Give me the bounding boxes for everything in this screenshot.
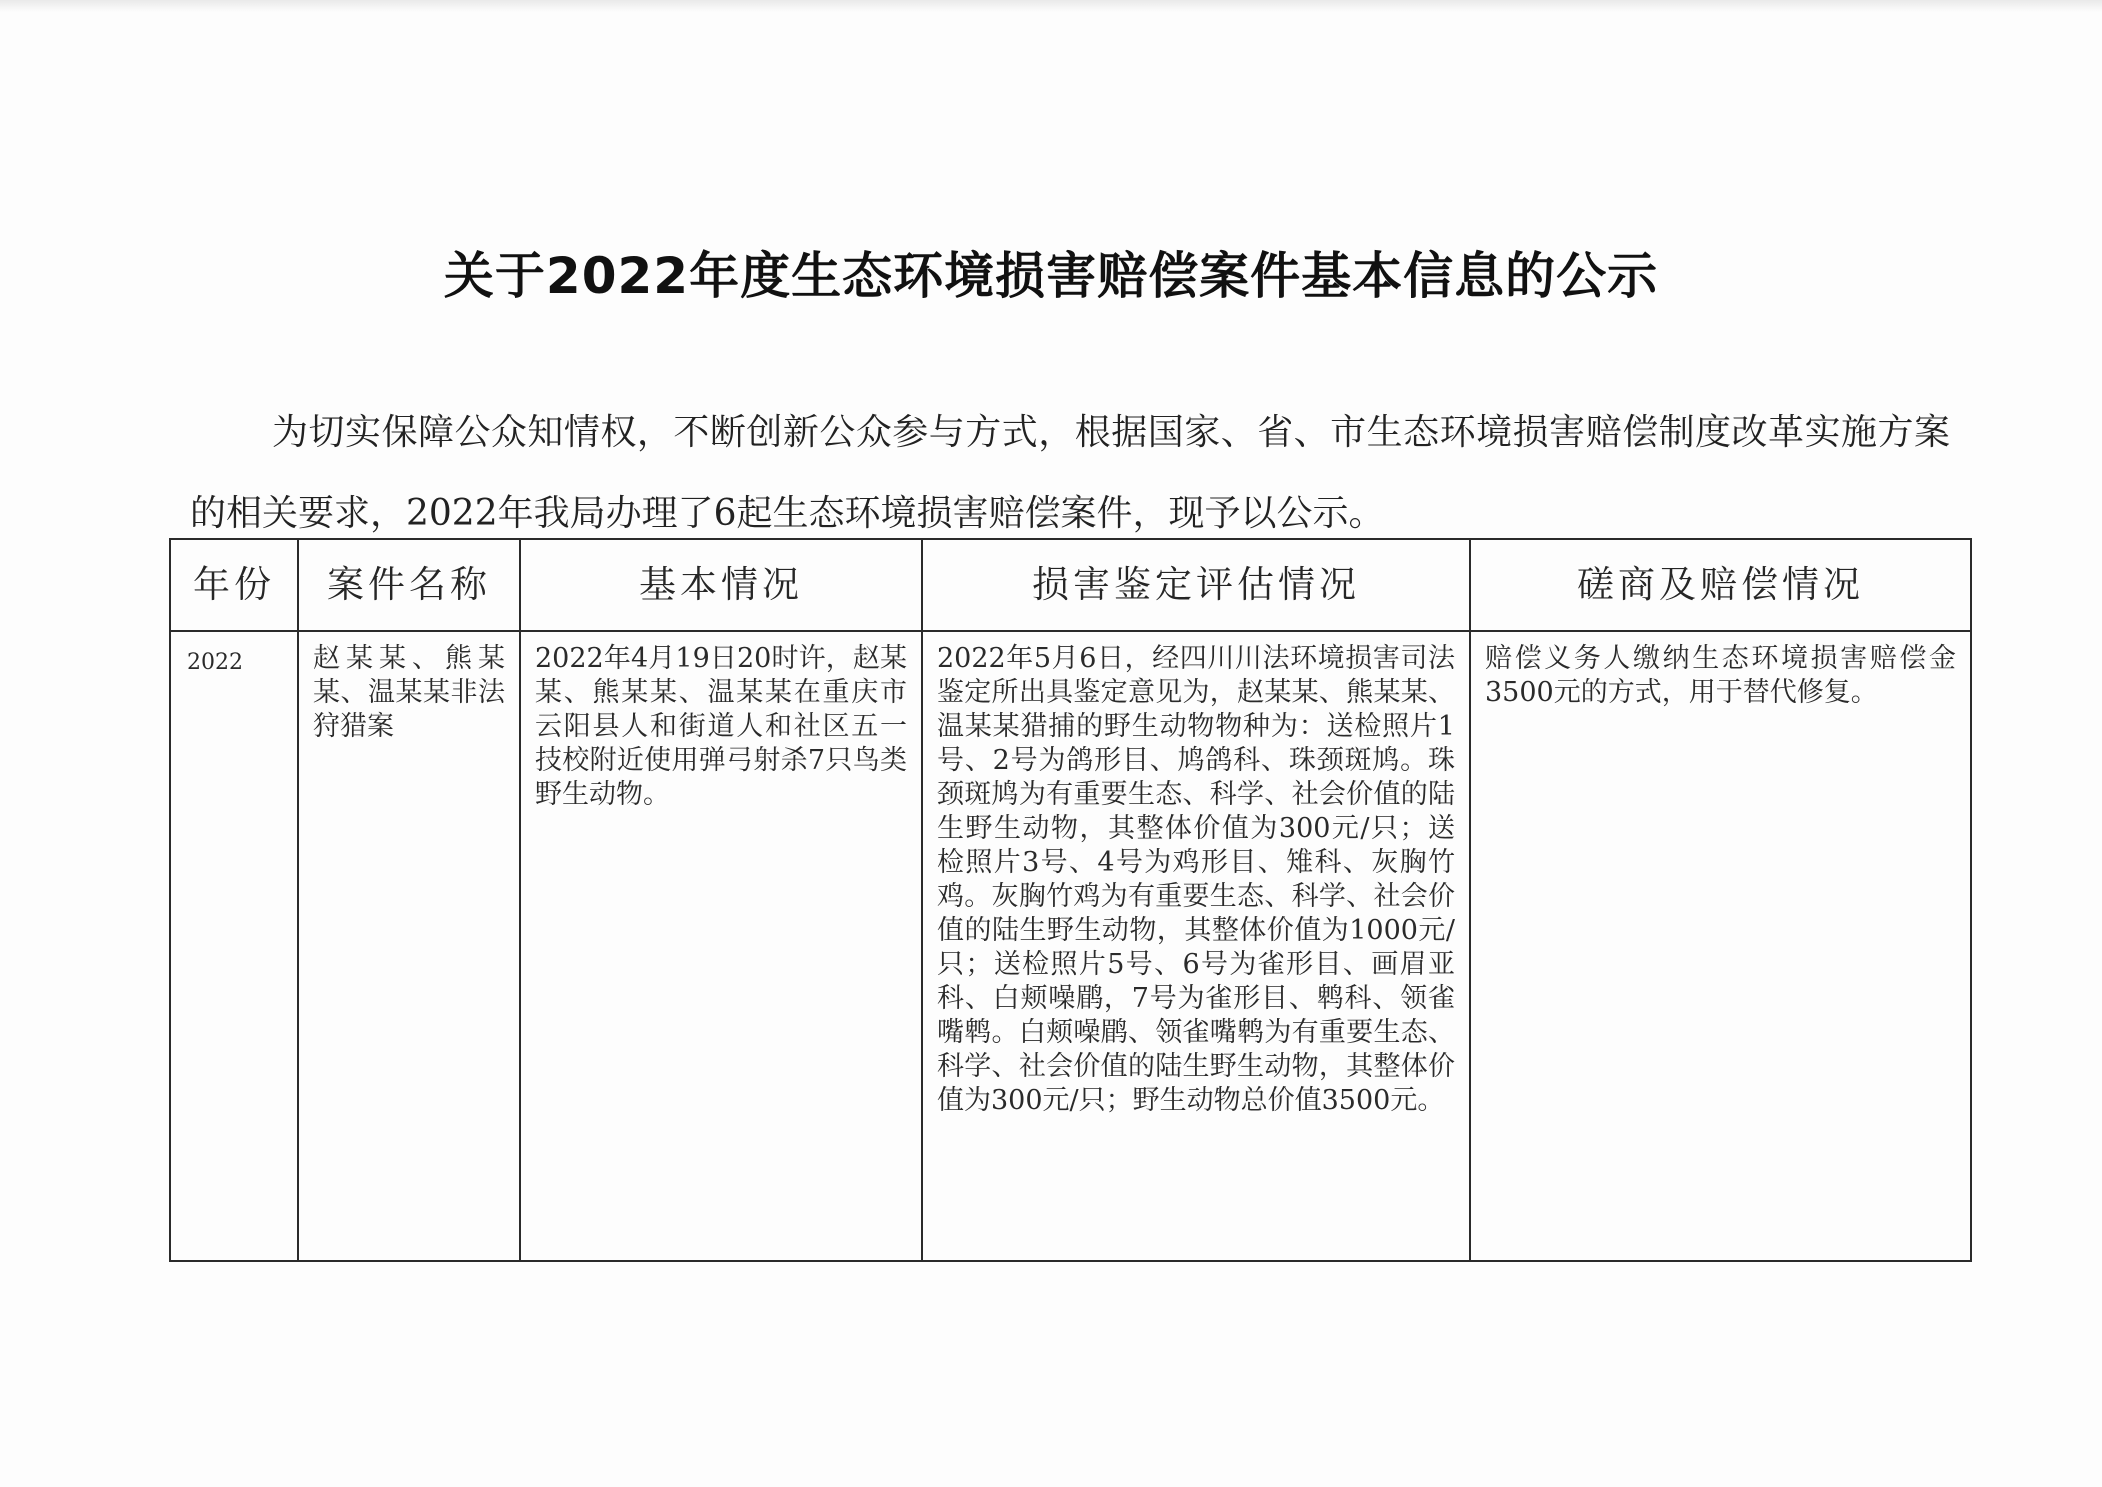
cell-assessment: 2022年5月6日，经四川川法环境损害司法鉴定所出具鉴定意见为，赵某某、熊某某、温某某猎捕的野生动物物种为：送检照片1号、2号为鸽形目、鸠鸽科、珠颈斑鸠。珠颈斑鸠为有重要生态、科学、社会价值的陆生野生动物，其整体价值为300元/只；送检照片3号、4号为鸡形目、雉科、灰胸竹鸡。灰胸竹鸡为有重要生态、科学、社会价值的陆生野生动物，其整体价值为1000元/只；送检照片5号、6号为雀形目、画眉亚科、白颊噪鹛，7号为雀形目、鹎科、领雀嘴鹎。白颊噪鹛、领雀嘴鹎为有重要生态、科学、社会价值的陆生野生动物，其整体价值为300元/只；野生动物总价值3500元。 (922, 631, 1470, 1261)
header-basic-info: 基本情况 (520, 539, 922, 631)
table-row (170, 631, 1971, 1261)
table-header-row (170, 539, 1971, 631)
header-year: 年份 (170, 539, 298, 631)
cell-compensation: 赔偿义务人缴纳生态环境损害赔偿金3500元的方式，用于替代修复。 (1470, 631, 1971, 1261)
case-table (169, 538, 1972, 1262)
cell-basic-info: 2022年4月19日20时许，赵某某、熊某某、温某某在重庆市云阳县人和街道人和社区五一技校附近使用弹弓射杀7只鸟类野生动物。 (520, 631, 922, 1261)
cell-year: 2022 (170, 631, 298, 1261)
scan-edge-shadow (0, 0, 2102, 12)
document-title: 关于2022年度生态环境损害赔偿案件基本信息的公示 (443, 247, 1659, 305)
cell-case-name: 赵某某、熊某某、温某某非法狩猎案 (298, 631, 520, 1261)
header-compensation: 磋商及赔偿情况 (1470, 539, 1971, 631)
header-assessment: 损害鉴定评估情况 (922, 539, 1470, 631)
intro-paragraph: 为切实保障公众知情权，不断创新公众参与方式，根据国家、省、市生态环境损害赔偿制度改革实施方案的相关要求，2022年我局办理了6起生态环境损害赔偿案件，现予以公示。 (190, 412, 1950, 534)
header-case-name: 案件名称 (298, 539, 520, 631)
